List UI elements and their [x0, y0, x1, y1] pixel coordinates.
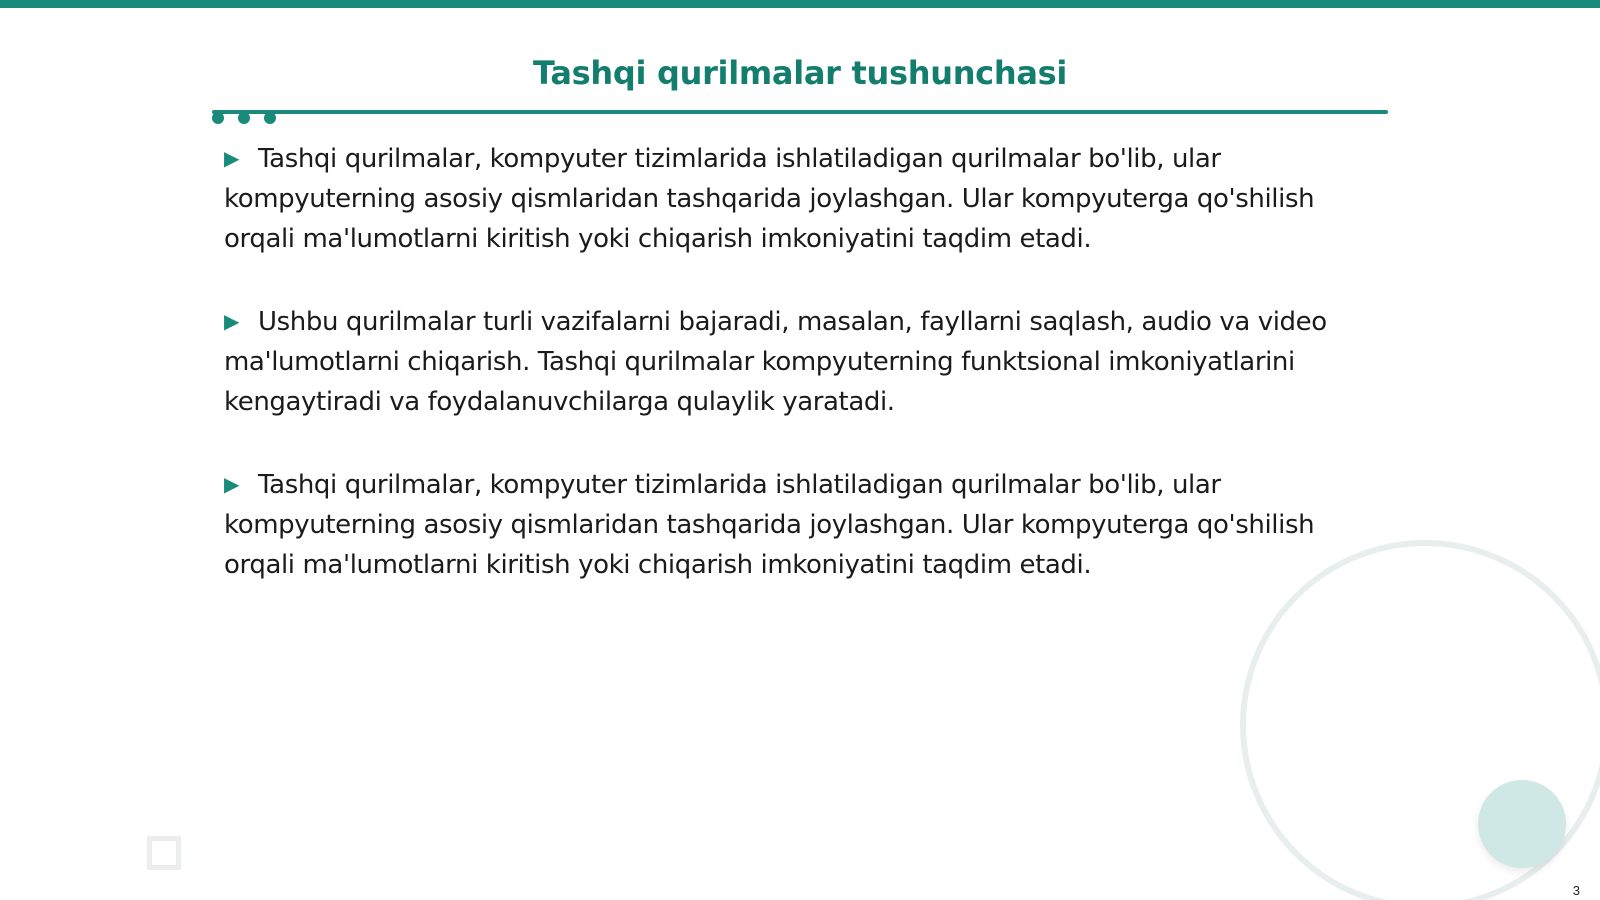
paragraph-text: Tashqi qurilmalar, kompyuter tizimlarida ishlatiladigan qurilmalar bo'lib, ular kompyuterning asosiy qismlaridan tashqarida joylashgan. Ular kompyuterga qo'shilish orqali ma'lumotlarni kiritish yoki chiqarish imkoniyatini taqdim etadi. — [224, 144, 1315, 254]
paragraph-text: Ushbu qurilmalar turli vazifalarni bajaradi, masalan, fayllarni saqlash, audio va video ma'lumotlarni chiqarish. Tashqi qurilmalar kompyuterning funktsional imkoniyatlarini kengaytiradi va foydalanuvchilarga qulaylik yaratadi. — [224, 307, 1327, 417]
decor-dot — [212, 112, 224, 124]
bullet-paragraph — [224, 138, 1364, 259]
bullet-paragraph — [224, 464, 1364, 585]
decor-dot — [238, 112, 250, 124]
paragraph-text: Tashqi qurilmalar, kompyuter tizimlarida ishlatiladigan qurilmalar bo'lib, ular kompyuterning asosiy qismlaridan tashqarida joylashgan. Ular kompyuterga qo'shilish orqali ma'lumotlarni kiritish yoki chiqarish imkoniyatini taqdim etadi. — [224, 470, 1315, 580]
page-number: 3 — [1572, 883, 1580, 898]
decor-circle — [1478, 780, 1566, 868]
slide-title: Tashqi qurilmalar tushunchasi — [532, 54, 1068, 92]
decor-square — [147, 836, 181, 870]
triangle-bullet-icon: ▶ — [224, 472, 239, 496]
top-accent-bar — [0, 0, 1600, 8]
title-underline — [212, 110, 1388, 114]
triangle-bullet-icon: ▶ — [224, 146, 239, 170]
bullet-paragraph — [224, 301, 1364, 422]
decor-dot — [264, 112, 276, 124]
slide-body — [224, 138, 1364, 627]
triangle-bullet-icon: ▶ — [224, 309, 239, 333]
